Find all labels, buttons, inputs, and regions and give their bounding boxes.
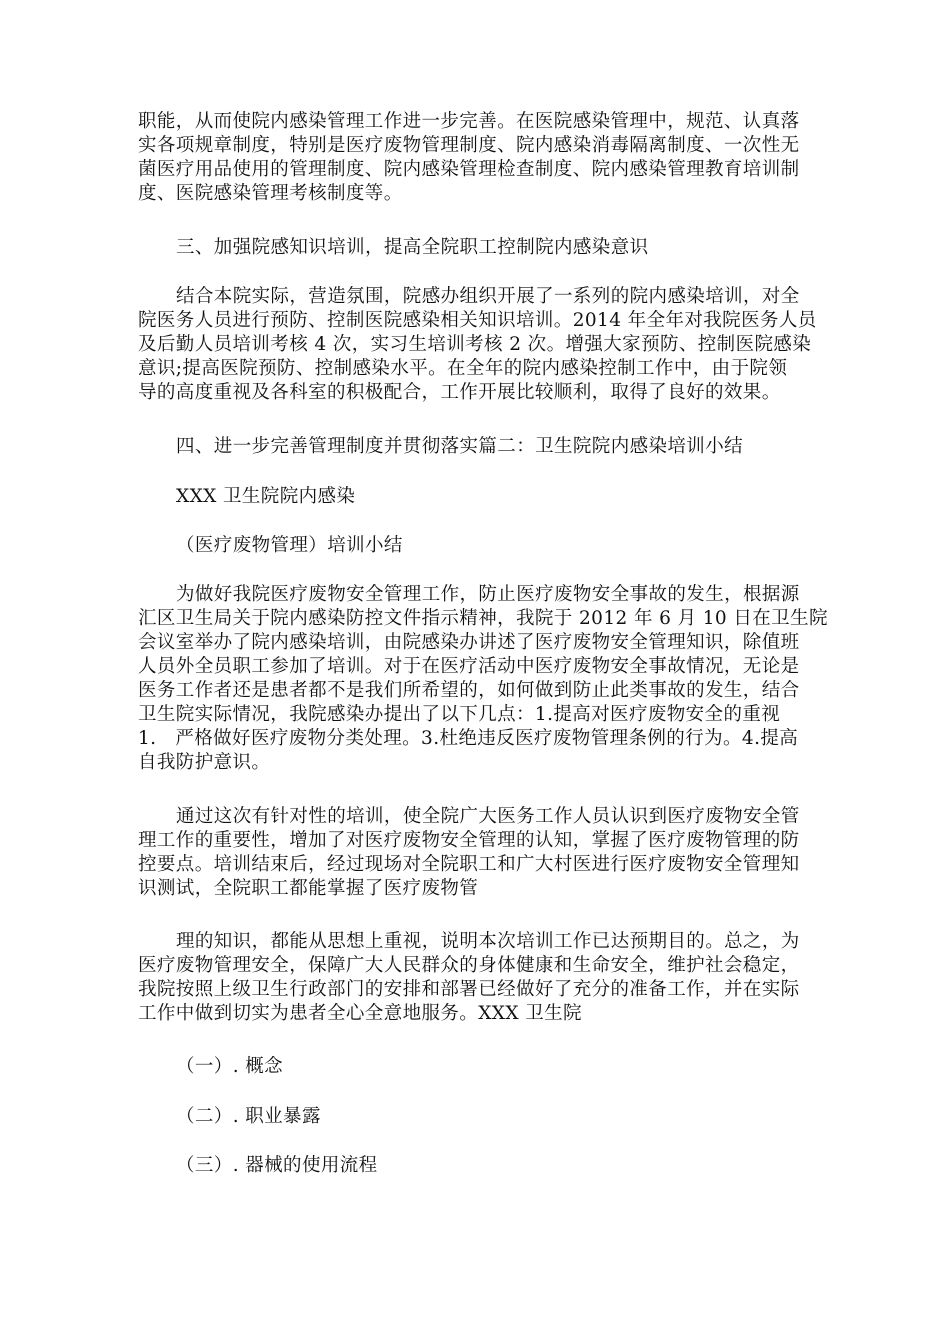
- text-line: 卫生院实际情况，我院感染办提出了以下几点：1.提高对医疗废物安全的重视: [138, 704, 781, 725]
- text-line: 职能，从而使院内感染管理工作进一步完善。在医院感染管理中，规范、认真落: [138, 111, 800, 132]
- text-line: 识测试，全院职工都能掌握了医疗废物管: [138, 878, 479, 899]
- list-item-process: [138, 1154, 828, 1178]
- text-line: 导的高度重视及各科室的积极配合，工作开展比较顺利，取得了良好的效果。: [138, 382, 781, 403]
- section-heading: 三、加强院感知识培训，提高全院职工控制院内感染意识: [176, 237, 649, 258]
- section-heading: 四、进一步完善管理制度并贯彻落实篇二：卫生院院内感染培训小结: [176, 436, 744, 457]
- paragraph-management-system: [138, 110, 828, 206]
- text-line: 意识;提高医院预防、控制感染水平。在全年的院内感染控制工作中，由于院领: [138, 358, 788, 379]
- paragraph-conclusion: [138, 930, 828, 1026]
- text-line: 结合本院实际，营造氛围，院感办组织开展了一系列的院内感染培训，对全: [176, 286, 800, 307]
- subtitle-summary: [138, 534, 828, 558]
- text-line: 理工作的重要性，增加了对医疗废物安全管理的认知，掌握了医疗废物管理的防: [138, 830, 800, 851]
- subtitle: XXX 卫生院院内感染: [176, 486, 356, 507]
- list-item-concept: [138, 1055, 828, 1079]
- text-line: 及后勤人员培训考核 4 次，实习生培训考核 2 次。增强大家预防、控制医院感染: [138, 334, 812, 355]
- text-line: 医疗废物管理安全，保障广大人民群众的身体健康和生命安全，维护社会稳定，: [138, 955, 800, 976]
- text-line: 院医务人员进行预防、控制医院感染相关知识培训。2014 年全年对我院医务人员: [138, 310, 817, 331]
- text-line: 会议室举办了院内感染培训，由院感染办讲述了医疗废物安全管理知识，除值班: [138, 632, 800, 653]
- list-item: （一）. 概念: [176, 1056, 284, 1077]
- heading-section-three: [138, 236, 828, 260]
- text-line: 自我防护意识。: [138, 752, 271, 773]
- text-line: 1. 严格做好医疗废物分类处理。3.杜绝违反医疗废物管理条例的行为。4.提高: [138, 728, 799, 749]
- text-line: 通过这次有针对性的培训，使全院广大医务工作人员认识到医疗废物安全管: [176, 806, 800, 827]
- paragraph-training-result: [138, 805, 828, 901]
- text-line: 控要点。培训结束后，经过现场对全院职工和广大村医进行医疗废物安全管理知: [138, 854, 800, 875]
- text-line: 度、医院感染管理考核制度等。: [138, 183, 403, 204]
- text-line: 工作中做到切实为患者全心全意地服务。XXX 卫生院: [138, 1003, 582, 1024]
- paragraph-training: [138, 285, 828, 405]
- text-line: 实各项规章制度，特别是医疗废物管理制度、院内感染消毒隔离制度、一次性无: [138, 135, 800, 156]
- text-line: 人员外全员职工参加了培训。对于在医疗活动中医疗废物安全事故情况，无论是: [138, 656, 800, 677]
- text-line: 我院按照上级卫生行政部门的安排和部署已经做好了充分的准备工作，并在实际: [138, 979, 800, 1000]
- text-line: 菌医疗用品使用的管理制度、院内感染管理检查制度、院内感染管理教育培训制: [138, 159, 800, 180]
- heading-section-four: [138, 435, 828, 459]
- text-line: 理的知识，都能从思想上重视，说明本次培训工作已达预期目的。总之，为: [176, 931, 800, 952]
- paragraph-medical-waste: [138, 583, 828, 775]
- list-item-exposure: [138, 1105, 828, 1129]
- list-item: （二）. 职业暴露: [176, 1106, 321, 1127]
- subtitle-hospital: [138, 485, 828, 509]
- subtitle: （医疗废物管理）培训小结: [176, 535, 403, 556]
- text-line: 医务工作者还是患者都不是我们所希望的，如何做到防止此类事故的发生，结合: [138, 680, 800, 701]
- text-line: 汇区卫生局关于院内感染防控文件指示精神，我院于 2012 年 6 月 10 日在卫生院: [138, 608, 828, 629]
- list-item: （三）. 器械的使用流程: [176, 1155, 378, 1176]
- text-line: 为做好我院医疗废物安全管理工作，防止医疗废物安全事故的发生，根据源: [176, 584, 800, 605]
